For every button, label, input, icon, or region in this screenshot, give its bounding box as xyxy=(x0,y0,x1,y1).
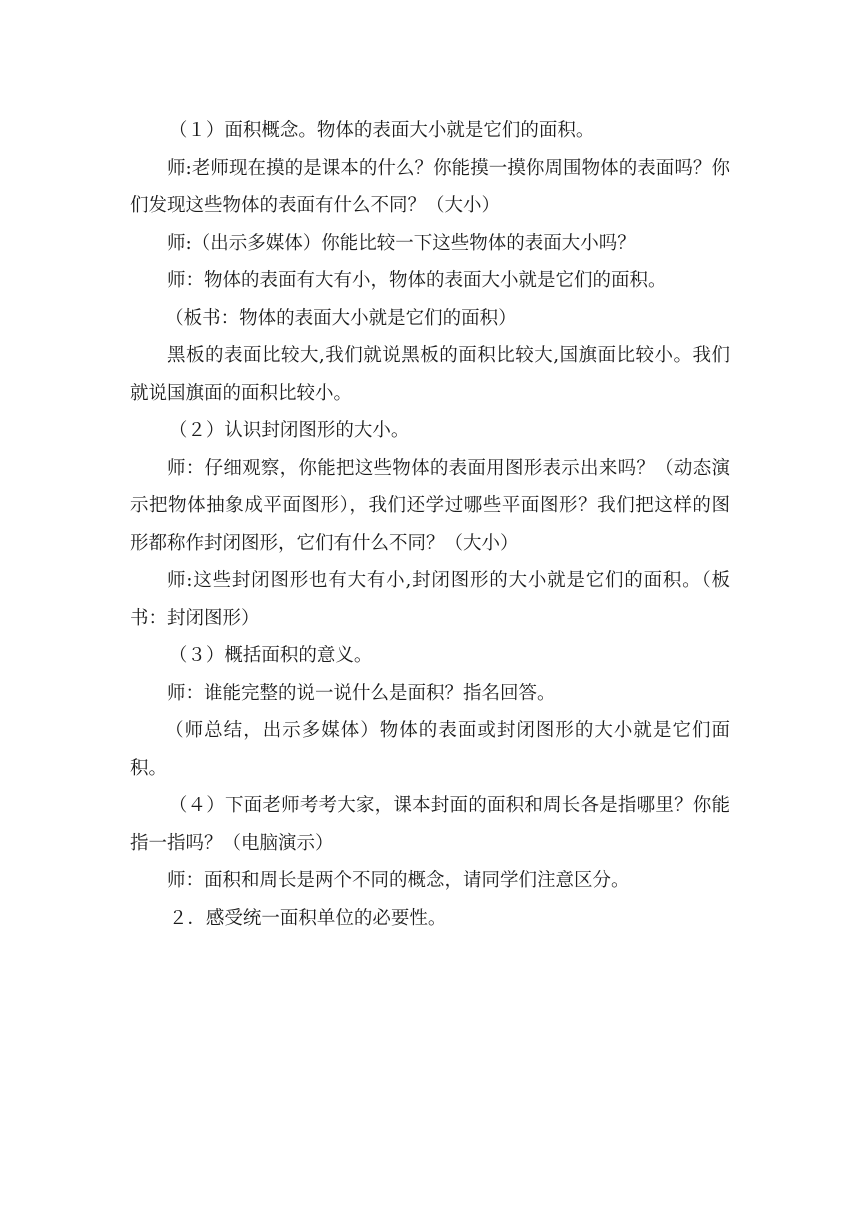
paragraph-teacher-distinguish: 师：面积和周长是两个不同的概念，请同学们注意区分。 xyxy=(167,870,630,891)
paragraph-board-note-1: （板书：物体的表面大小就是它们的面积） xyxy=(165,307,517,329)
paragraph-closed-shapes-heading: （２）认识封闭图形的大小。 xyxy=(168,420,410,441)
paragraph-unit-necessity: ２．感受统一面积单位的必要性。 xyxy=(168,907,447,929)
paragraph-blackboard-flag: 黑板的表面比较大,我们就说黑板的面积比较大,国旗面比较小。我们就说国旗面的面积比较小。 xyxy=(130,345,730,404)
paragraph-teacher-question: 师：谁能完整的说一说什么是面积？指名回答。 xyxy=(167,682,556,704)
paragraph-area-concept: （１）面积概念。物体的表面大小就是它们的面积。 xyxy=(168,120,595,141)
document-body xyxy=(130,112,730,937)
paragraph-teacher-surface: 师：物体的表面有大有小，物体的表面大小就是它们的面积。 xyxy=(167,270,667,291)
paragraph-teacher-touch: 师:老师现在摸的是课本的什么？你能摸一摸你周围物体的表面吗？你们发现这些物体的表面有什么不同？（大小） xyxy=(130,157,730,216)
paragraph-teacher-observe: 师：仔细观察，你能把这些物体的表面用图形表示出来吗？（动态演示把物体抽象成平面图形），我们还学过哪些平面图形？我们把这样的图形都称作封闭图形，它们有什么不同？（大小） xyxy=(130,457,730,554)
paragraph-teacher-closed-shapes: 师:这些封闭图形也有大有小,封闭图形的大小就是它们的面积。（板书：封闭图形） xyxy=(130,570,730,629)
paragraph-summary-heading: （３）概括面积的意义。 xyxy=(168,645,373,666)
paragraph-teacher-multimedia: 师:（出示多媒体）你能比较一下这些物体的表面大小吗？ xyxy=(167,232,636,254)
paragraph-test-question: （４）下面老师考考大家，课本封面的面积和周长各是指哪里？你能指一指吗？（电脑演示） xyxy=(130,795,730,854)
paragraph-teacher-summary: （师总结，出示多媒体）物体的表面或封闭图形的大小就是它们面积。 xyxy=(130,720,730,779)
